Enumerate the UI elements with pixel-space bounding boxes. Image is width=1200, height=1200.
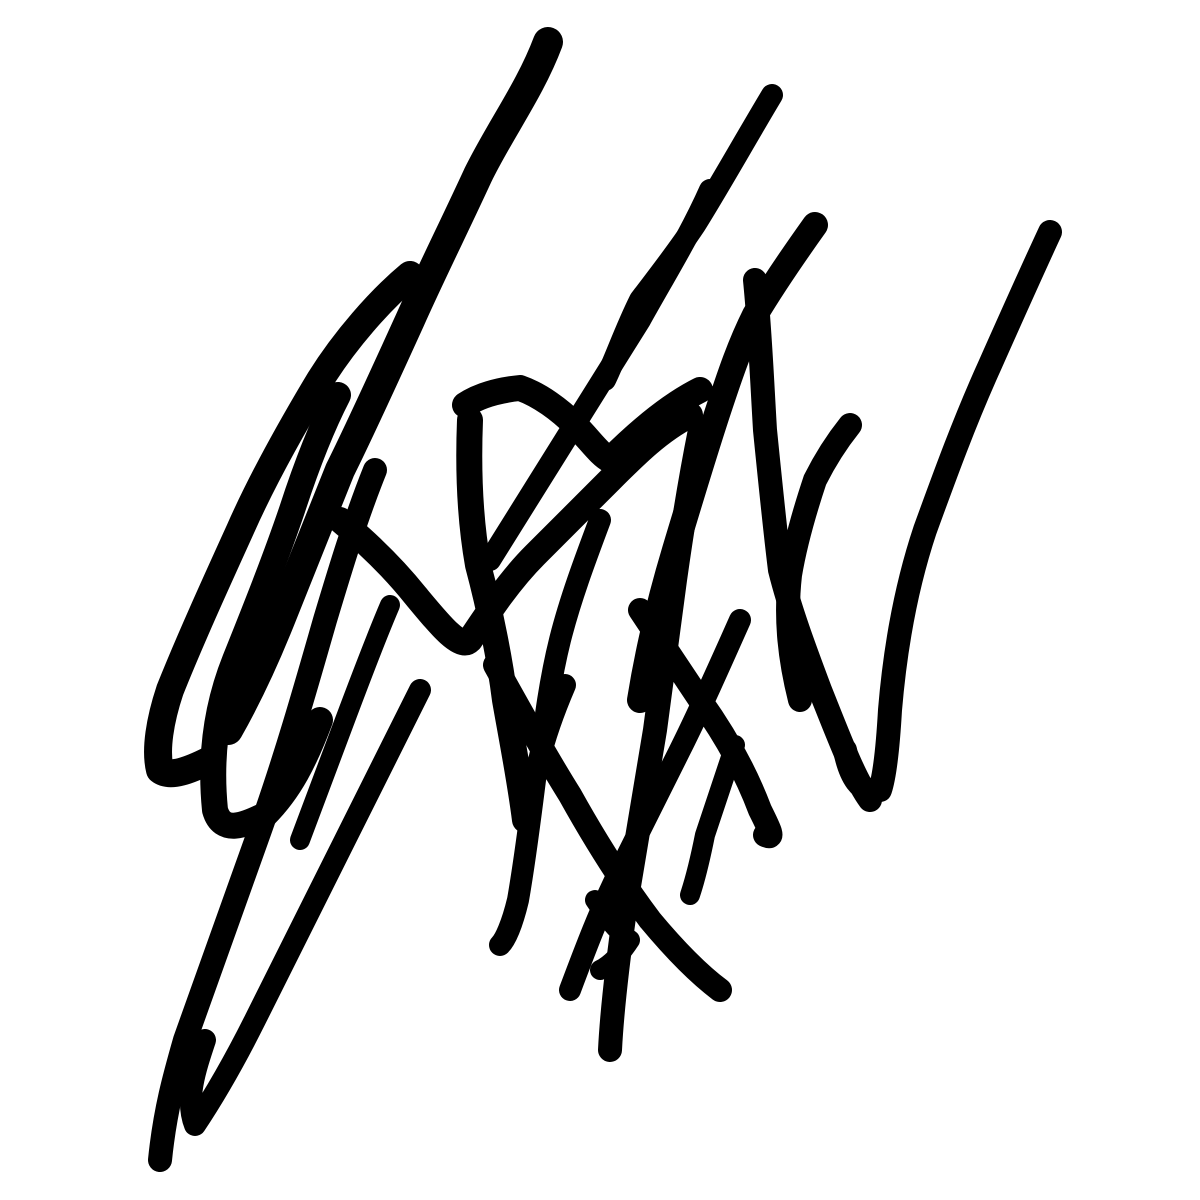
signature-stroke-12	[755, 280, 870, 800]
signature-ink	[158, 42, 1050, 1160]
signature-stroke-13	[845, 232, 1050, 791]
signature-stroke-22	[690, 745, 735, 895]
